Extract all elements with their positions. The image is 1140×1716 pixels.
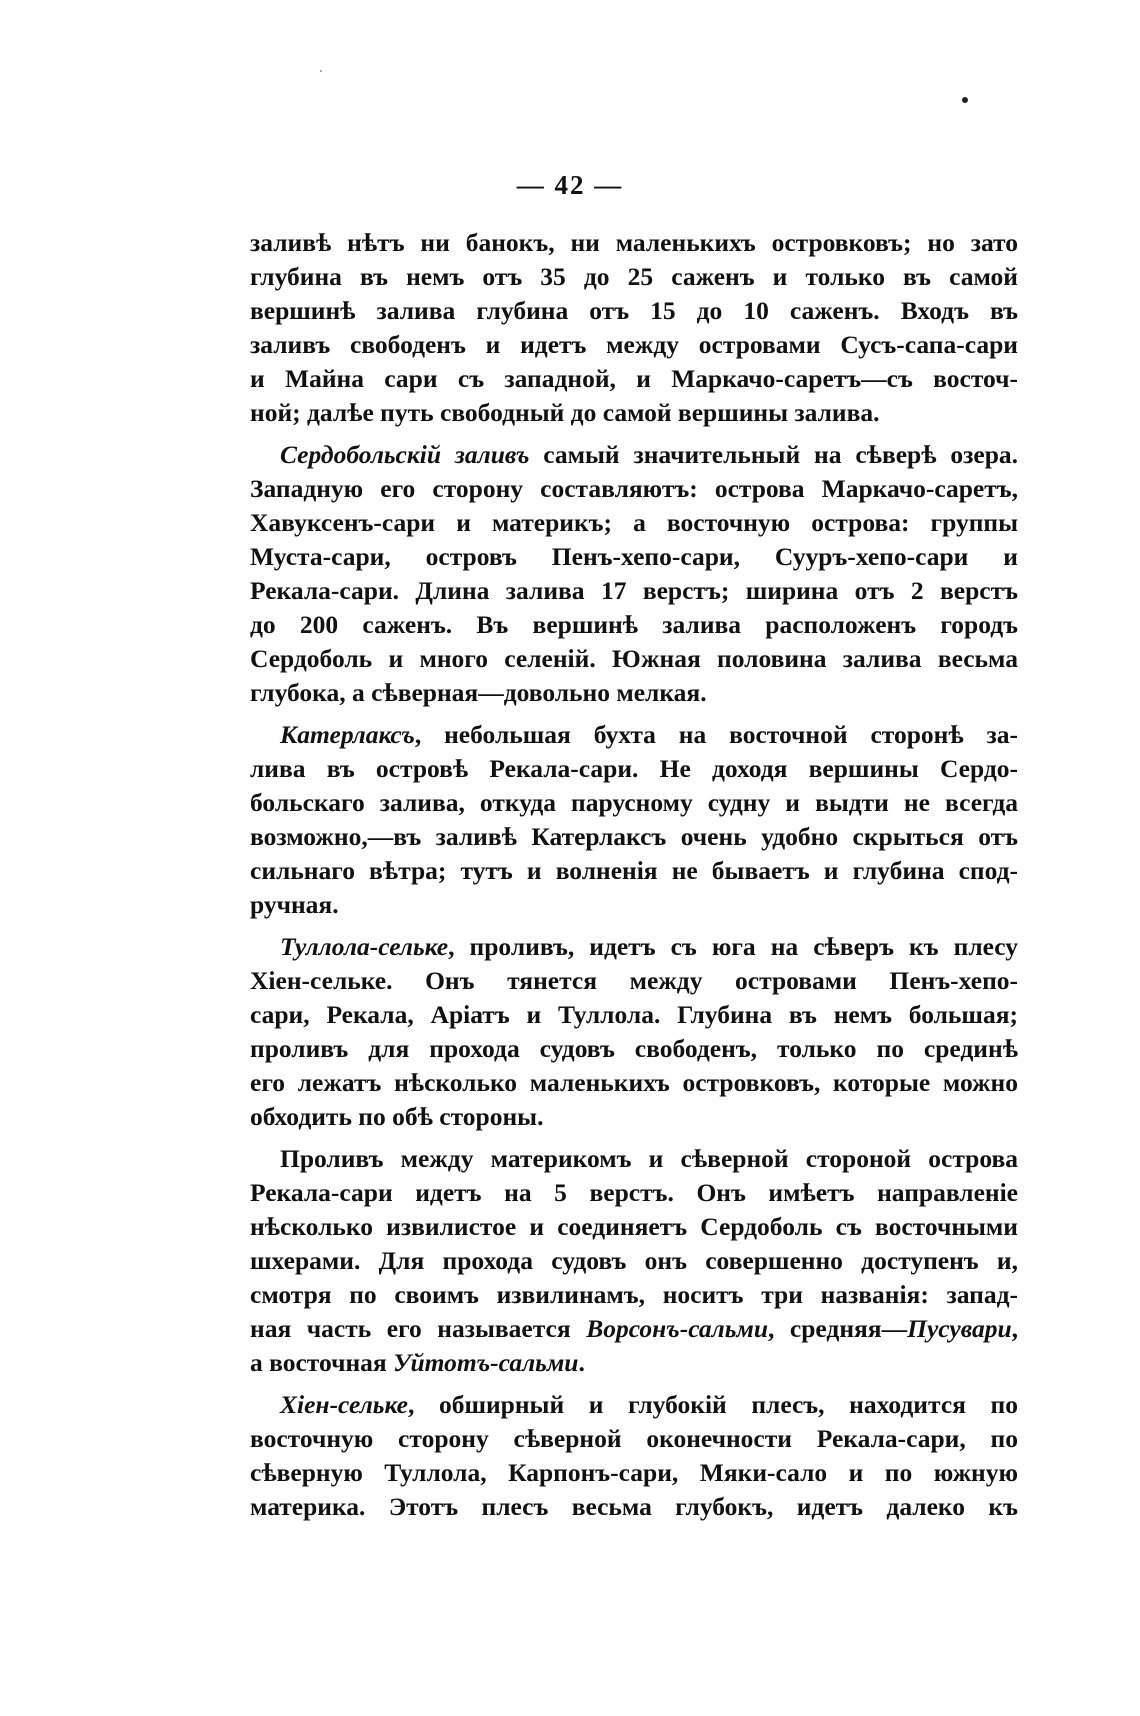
term-italic: Хіен-сельке (280, 1390, 408, 1419)
text-line: вершинѣ залива глубина отъ 15 до 10 саженъ. Входъ въ (250, 296, 1018, 325)
paragraph-4 (250, 930, 1018, 1134)
paragraph-2 (250, 438, 1018, 710)
text-line: Рекала-сари идетъ на 5 верстъ. Онъ имѣетъ направленіе (250, 1178, 1018, 1207)
text-line: лива въ островѣ Рекала-сари. Не доходя вершины Сердо- (250, 754, 1018, 783)
text-line: нѣсколько извилистое и соединяетъ Сердоболь съ восточными (250, 1212, 1018, 1241)
text-line: Хавуксенъ-сари и материкъ; а восточную острова: группы (250, 508, 1018, 537)
text-line: Хіен-сельке, обширный и глубокій плесъ, находится по (280, 1390, 1018, 1419)
text-line: обходить по обѣ стороны. (250, 1102, 544, 1131)
text-line: Рекала-сари. Длина залива 17 верстъ; ширина отъ 2 верстъ (250, 576, 1018, 605)
text-line: возможно,—въ заливѣ Катерлаксъ очень удобно скрыться отъ (250, 822, 1018, 851)
text-line: Хіен-сельке. Онъ тянется между островами Пенъ-хепо- (250, 966, 1018, 995)
paragraph-5 (250, 1142, 1018, 1380)
ink-speck (962, 97, 968, 103)
text-line: до 200 саженъ. Въ вершинѣ залива расположенъ городъ (250, 610, 1018, 639)
text-line: сильнаго вѣтра; тутъ и волненія не бываетъ и глубина спод- (250, 856, 1018, 885)
text-line: восточную сторону сѣверной оконечности Рекала-сари, по (250, 1424, 1018, 1453)
text-line: Сердобольскій заливъ самый значительный на сѣверѣ озера. (280, 440, 1019, 469)
text-line: Туллола-сельке, проливъ, идетъ съ юга на сѣверъ къ плесу (280, 932, 1018, 961)
term-italic: Пусувари (907, 1314, 1012, 1343)
text-line: глубина въ немъ отъ 35 до 25 саженъ и только въ самой (250, 262, 1018, 291)
text-line: смотря по своимъ извилинамъ, носитъ три названія: запад- (250, 1280, 1018, 1309)
term-italic: Ворсонъ-сальми (586, 1314, 769, 1343)
paragraph-6 (250, 1388, 1018, 1524)
text-line: Сердоболь и много селеній. Южная половина залива весьма (250, 644, 1018, 673)
text-line: Западную его сторону составляютъ: острова Маркачо-саретъ, (250, 474, 1018, 503)
text-line: заливъ свободенъ и идетъ между островами Сусъ-сапа-сари (250, 330, 1018, 359)
term-italic: Уйтотъ-сальми (393, 1348, 579, 1377)
text-line: Муста-сари, островъ Пенъ-хепо-сари, Сууръ-хепо-сари и (250, 542, 1018, 571)
text-line: шхерами. Для прохода судовъ онъ совершенно доступенъ и, (250, 1246, 1018, 1275)
text-line: проливъ для прохода судовъ свободенъ, только по срединѣ (250, 1034, 1018, 1063)
term-italic: Сердобольскій заливъ (280, 440, 530, 469)
text-line: ная часть его называется Ворсонъ-сальми, средняя—Пусувари, (250, 1314, 1018, 1343)
term-italic: Туллола-сельке (280, 932, 449, 961)
text-line: ной; далѣе путь свободный до самой вершины залива. (250, 398, 880, 427)
ink-speck (320, 70, 322, 72)
text-line: Проливъ между материкомъ и сѣверной стороной острова (280, 1144, 1018, 1173)
text-line: глубока, а сѣверная—довольно мелкая. (250, 678, 707, 707)
text-line: и Майна сари съ западной, и Маркачо-саретъ—съ восточ- (250, 364, 1018, 393)
paragraph-3 (250, 718, 1018, 922)
text-line: заливѣ нѣтъ ни банокъ, ни маленькихъ островковъ; но зато (250, 228, 1018, 257)
text-line: его лежатъ нѣсколько маленькихъ островковъ, которые можно (250, 1068, 1018, 1097)
paragraph-1 (250, 226, 1018, 430)
text-line: а восточная Уйтотъ-сальми. (250, 1348, 585, 1377)
text-line: материка. Этотъ плесъ весьма глубокъ, идетъ далеко къ (250, 1492, 1018, 1521)
text-line: больскаго залива, откуда парусному судну и выдти не всегда (250, 788, 1018, 817)
text-line: сѣверную Туллола, Карпонъ-сари, Мяки-сало и по южную (250, 1458, 1018, 1487)
term-italic: Катерлаксъ (280, 720, 415, 749)
text-line: Катерлаксъ, небольшая бухта на восточной сторонѣ за- (280, 720, 1018, 749)
text-line: ручная. (250, 890, 339, 919)
body-text (250, 226, 1018, 1532)
text-line: сари, Рекала, Аріатъ и Туллола. Глубина въ немъ большая; (250, 1000, 1018, 1029)
page-number: — 42 — (516, 170, 624, 200)
